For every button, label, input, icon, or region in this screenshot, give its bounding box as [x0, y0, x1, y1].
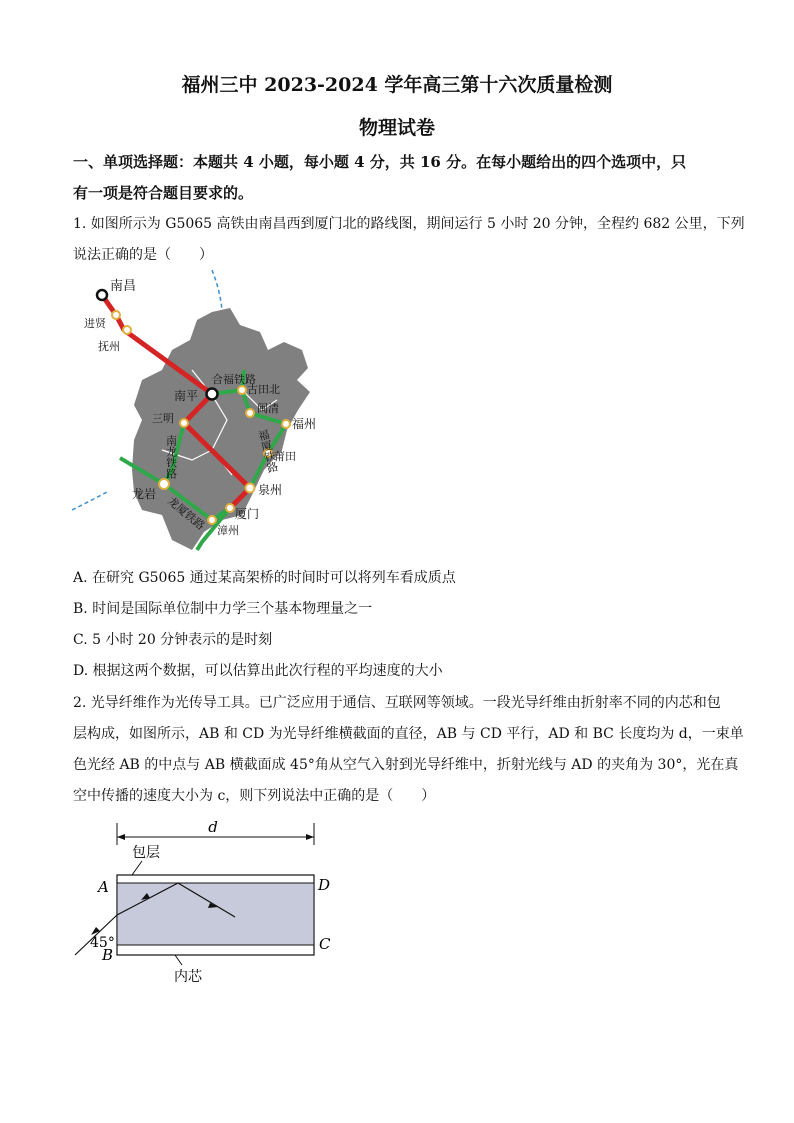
- q1-stem-line1: 1. 如图所示为 G5065 高铁由南昌西到厦门北的路线图，期间运行 5 小时 20 分钟，全程约 682 公里，下列: [73, 216, 745, 232]
- label-longxia: 龙厦铁路: [165, 494, 208, 533]
- page-title: 福州三中 2023-2024 学年高三第十六次质量检测: [181, 74, 613, 96]
- label-A: A: [98, 878, 109, 896]
- label-C: C: [319, 935, 331, 953]
- label-jinxian: 进贤: [84, 317, 106, 330]
- label-d: d: [208, 818, 218, 836]
- label-fuzhou-jx: 抚州: [98, 340, 120, 353]
- border-dash-left: [72, 492, 107, 510]
- label-longyan: 龙岩: [132, 487, 157, 501]
- label-sanming: 三明: [152, 412, 174, 425]
- label-nanchang: 南昌: [110, 279, 137, 294]
- label-D: D: [318, 876, 331, 894]
- label-nanping: 南平: [174, 389, 199, 403]
- q1-option-c: C. 5 小时 20 分钟表示的是时刻: [73, 632, 273, 648]
- label-fuzhou: 福州: [292, 417, 317, 431]
- optical-fiber-figure: [70, 815, 350, 995]
- q2-stem-line2: 层构成，如图所示，AB 和 CD 为光导纤维横截面的直径，AB 与 CD 平行，AD 和 BC 长度均为 d，一束单: [73, 726, 744, 742]
- section-heading-line1: 一、单项选择题：本题共 4 小题，每小题 4 分，共 16 分。在每小题给出的四个选项中，只: [73, 153, 687, 171]
- q1-stem-line2: 说法正确的是（ ）: [73, 247, 213, 263]
- railway-map: [72, 270, 332, 555]
- label-core: 内芯: [174, 969, 202, 985]
- q1-option-d: D. 根据这两个数据，可以估算出此次行程的平均速度的大小: [73, 663, 443, 679]
- label-putian: 莆田: [274, 450, 296, 463]
- label-quanzhou: 泉州: [258, 483, 283, 497]
- label-hefu: 合福铁路: [212, 373, 256, 386]
- q1-option-a: A. 在研究 G5065 通过某高架桥的时间时可以将列车看成质点: [73, 570, 456, 586]
- q2-stem-line3: 色光经 AB 的中点与 AB 横截面成 45°角从空气入射到光导纤维中，折射光线与 AD 的夹角为 30°，光在真: [73, 757, 739, 773]
- label-angle: 45°: [90, 935, 115, 951]
- label-zhangzhou: 漳州: [217, 524, 239, 537]
- q1-option-b: B. 时间是国际单位制中力学三个基本物理量之一: [73, 601, 373, 617]
- label-nanlong: 南龙铁路: [164, 435, 178, 479]
- station-nanchang: [97, 290, 107, 300]
- label-fuxia: 福厦铁路: [255, 428, 280, 475]
- border-dash-top: [212, 270, 222, 310]
- label-gutianbei: 古田北: [247, 383, 280, 396]
- station-nanping: [207, 389, 218, 400]
- label-cladding: 包层: [132, 845, 160, 861]
- label-xiamen: 厦门: [235, 507, 260, 521]
- page-subtitle: 物理试卷: [358, 117, 435, 139]
- fiber-core: [117, 883, 314, 945]
- label-B: B: [102, 946, 114, 964]
- q2-stem-line4: 空中传播的速度大小为 c，则下列说法中正确的是（ ）: [73, 788, 436, 804]
- section-heading-line2: 有一项是符合题目要求的。: [73, 184, 254, 202]
- q2-stem-line1: 2. 光导纤维作为光传导工具。已广泛应用于通信、互联网等领域。一段光导纤维由折射率不同的内芯和包: [73, 695, 721, 711]
- label-minqing: 闽清: [257, 402, 279, 415]
